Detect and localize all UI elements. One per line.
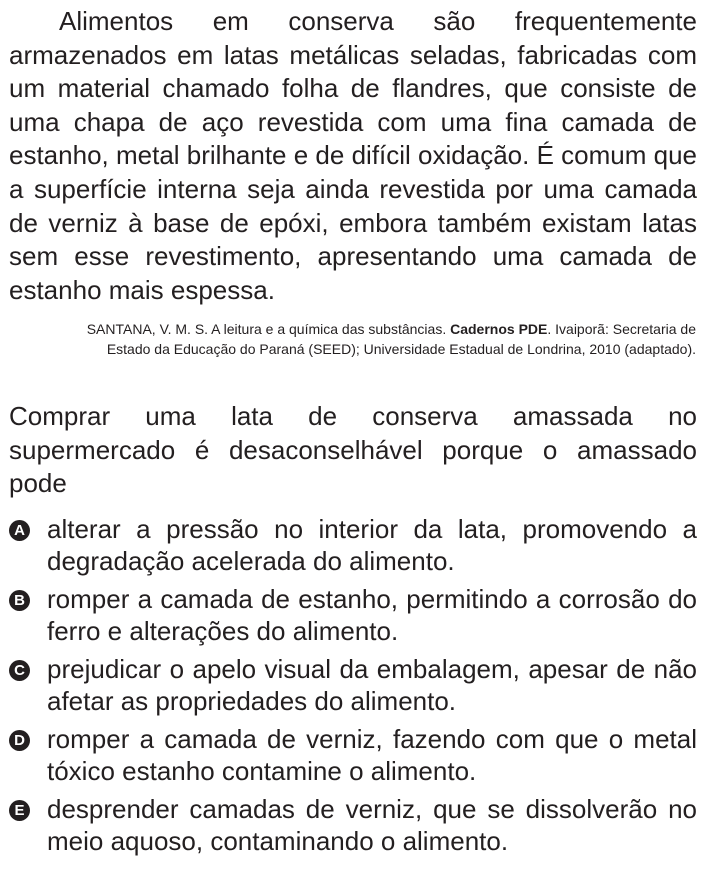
option-a-text: alterar a pressão no interior da lata, promovendo a degradação acelerada do alimento. <box>47 514 697 576</box>
question-stem: Comprar uma lata de conserva amassada no supermercado é desaconselhável porque o amassado pode <box>9 401 697 499</box>
option-d[interactable] <box>9 724 697 787</box>
option-e-text: desprender camadas de verniz, que se dissolverão no meio aquoso, contaminando o alimento. <box>47 794 697 856</box>
citation-details: . Ivaiporã: Secretaria de Estado da Educação do Paraná (SEED); Universidade Estadual de Londrina, 2010 (adaptado). <box>106 321 696 357</box>
option-c-badge: C <box>9 660 30 681</box>
option-d-badge: D <box>9 730 30 751</box>
option-e-badge: E <box>9 800 30 821</box>
option-c-text: prejudicar o apelo visual da embalagem, apesar de não afetar as propriedades do alimento. <box>47 654 697 716</box>
passage-text: Alimentos em conserva são frequentemente armazenados em latas metálicas seladas, fabricadas com um material chamado folha de flandres, que consiste de uma chapa de aço revestida com uma fina camada de estanho, metal brilhante e de difícil oxidação. É comum que a superfície interna seja ainda revestida por uma camada de verniz à base de epóxi, embora também existam latas sem esse revestimento, apresentando uma camada de estanho mais espessa. <box>9 6 697 305</box>
citation-text: SANTANA, V. M. S. A leitura e a química das substâncias. <box>86 321 451 337</box>
option-b[interactable] <box>9 584 697 647</box>
answer-options <box>9 514 697 864</box>
option-d-text: romper a camada de verniz, fazendo com que o metal tóxico estanho contamine o alimento. <box>47 724 697 786</box>
option-b-text: romper a camada de estanho, permitindo a corrosão do ferro e alterações do alimento. <box>47 584 697 646</box>
citation-journal: Cadernos PDE <box>450 321 548 337</box>
option-a-badge: A <box>9 520 30 541</box>
option-b-badge: B <box>9 590 30 611</box>
option-a[interactable] <box>9 514 697 577</box>
option-e[interactable] <box>9 794 697 857</box>
citation <box>56 320 696 359</box>
option-c[interactable] <box>9 654 697 717</box>
